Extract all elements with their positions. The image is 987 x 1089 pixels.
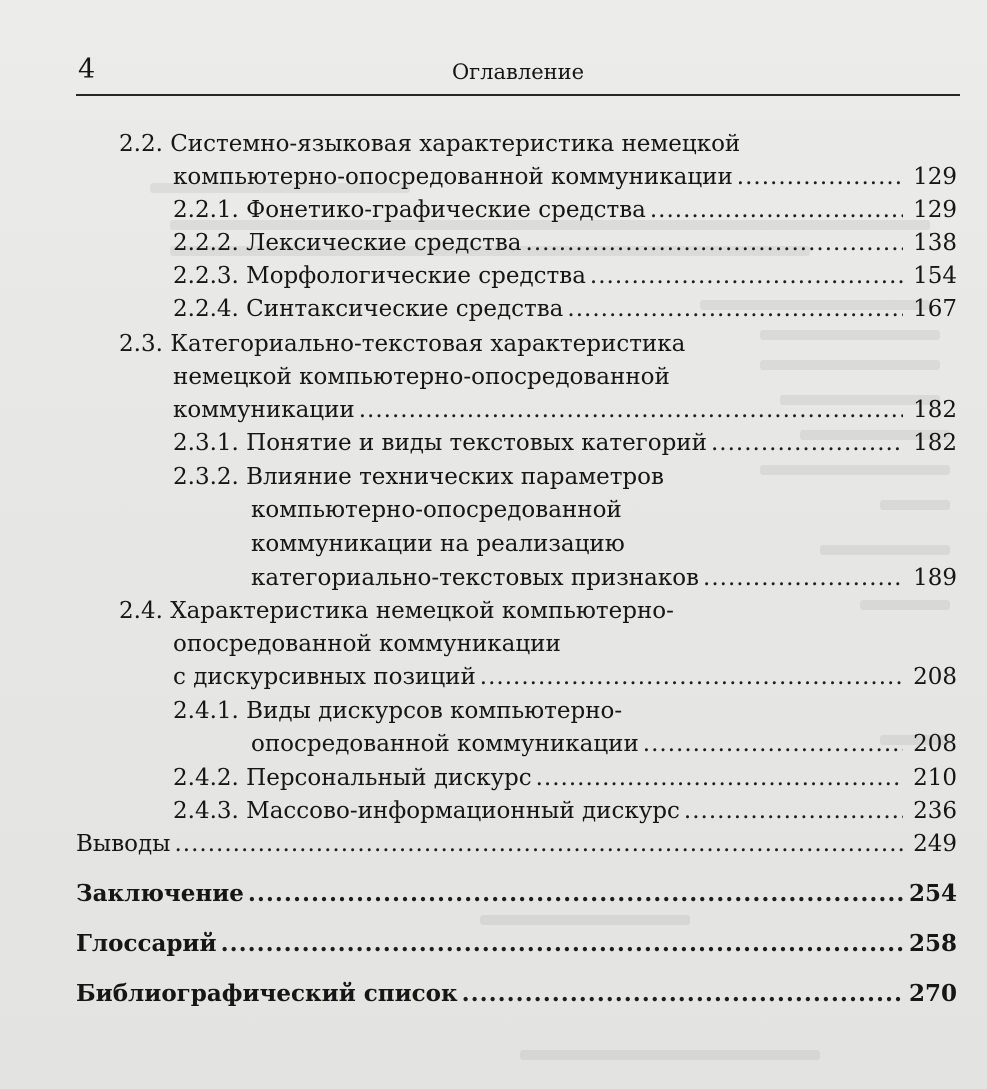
page-header <box>76 52 960 96</box>
toc-page-number: 249 <box>913 831 957 857</box>
running-title: Оглавление <box>451 60 585 84</box>
dot-leader <box>462 978 903 1010</box>
dot-leader <box>359 394 903 426</box>
dot-leader <box>567 293 903 325</box>
toc-entry-2-4-line-3[interactable] <box>173 661 957 693</box>
toc-page-number: 129 <box>913 164 957 190</box>
toc-entry-glossary[interactable] <box>76 928 957 960</box>
toc-entry-2-2-line-2[interactable] <box>173 161 957 193</box>
toc-entry-2-4-line-2[interactable] <box>173 628 561 660</box>
dot-leader <box>703 562 903 594</box>
toc-entry-2-2-line-1[interactable] <box>119 128 740 160</box>
toc-entry-2-2-2[interactable] <box>173 227 957 259</box>
toc-entry-text: 2.4.1. Виды дискурсов компьютерно- <box>173 698 623 724</box>
dot-leader <box>536 762 903 794</box>
toc-entry-text: немецкой компьютерно-опосредованной <box>173 364 670 390</box>
toc-page-number: 189 <box>913 565 957 591</box>
dot-leader <box>684 795 903 827</box>
toc-entry-text: 2.4. Характеристика немецкой компьютерно- <box>119 598 674 624</box>
toc-entry-2-4-2[interactable] <box>173 762 957 794</box>
toc-entry-text: 2.2.1. Фонетико-графические средства <box>173 197 646 223</box>
dot-leader <box>737 161 903 193</box>
dot-leader <box>248 878 903 910</box>
toc-entry-conclusion[interactable] <box>76 878 957 910</box>
toc-entry-text: 2.2.4. Синтаксические средства <box>173 296 564 322</box>
toc-entry-2-3-2-line-3[interactable] <box>251 528 625 560</box>
toc-entry-text: коммуникации на реализацию <box>251 531 625 557</box>
toc-entry-2-3-line-1[interactable] <box>119 328 685 360</box>
toc-entry-text: 2.3.2. Влияние технических параметров <box>173 464 664 490</box>
toc-entry-text: опосредованной коммуникации <box>251 731 639 757</box>
toc-entry-conclusions-chapter[interactable] <box>76 828 957 860</box>
toc-entry-text: 2.2.2. Лексические средства <box>173 230 522 256</box>
toc-entry-2-3-line-2[interactable] <box>173 361 670 393</box>
toc-entry-text: 2.4.3. Массово-информационный дискурс <box>173 798 680 824</box>
dot-leader <box>590 260 903 292</box>
toc-entry-text: 2.2. Системно-языковая характеристика немецкой <box>119 131 741 157</box>
toc-entry-2-3-2-line-2[interactable] <box>251 494 622 526</box>
toc-page-number: 270 <box>908 980 957 1007</box>
toc-page-number: 254 <box>908 880 957 907</box>
toc-entry-2-4-3[interactable] <box>173 795 957 827</box>
toc-entry-2-2-4[interactable] <box>173 293 957 325</box>
page-number: 4 <box>78 54 96 85</box>
dot-leader <box>221 928 903 960</box>
toc-entry-text: Выводы <box>76 831 171 857</box>
toc-entry-text: с дискурсивных позиций <box>173 664 476 690</box>
toc-entry-2-3-1[interactable] <box>173 427 957 459</box>
toc-entry-text: Библиографический список <box>76 980 458 1007</box>
toc-entry-text: Глоссарий <box>76 930 217 957</box>
toc-entry-2-3-2-line-1[interactable] <box>173 461 664 493</box>
toc-page-number: 129 <box>913 197 957 223</box>
toc-page-number: 182 <box>913 397 957 423</box>
dot-leader <box>480 661 903 693</box>
toc-entry-text: Заключение <box>76 880 244 907</box>
toc-entry-2-3-line-3[interactable] <box>173 394 957 426</box>
toc-entry-text: компьютерно-опосредованной <box>251 497 622 523</box>
toc-entry-2-4-1-line-2[interactable] <box>251 728 957 760</box>
toc-entry-text: 2.2.3. Морфологические средства <box>173 263 586 289</box>
toc-entry-text: компьютерно-опосредованной коммуникации <box>173 164 733 190</box>
toc-entry-text: коммуникации <box>173 397 355 423</box>
toc-entry-2-3-2-line-4[interactable] <box>251 562 957 594</box>
dot-leader <box>526 227 903 259</box>
toc-page-number: 210 <box>913 765 957 791</box>
toc-entry-text: 2.3. Категориально-текстовая характеристика <box>119 331 686 357</box>
toc-page-number: 182 <box>913 430 957 456</box>
toc-page-number: 208 <box>913 731 957 757</box>
toc-entry-2-4-1-line-1[interactable] <box>173 695 622 727</box>
dot-leader <box>643 728 903 760</box>
toc-entry-bibliography[interactable] <box>76 978 957 1010</box>
toc-entry-2-2-3[interactable] <box>173 260 957 292</box>
dot-leader <box>650 194 903 226</box>
toc-entry-text: опосредованной коммуникации <box>173 631 561 657</box>
dot-leader <box>174 828 903 860</box>
toc-page-number: 138 <box>913 230 957 256</box>
toc-page-number: 154 <box>913 263 957 289</box>
toc-page-number: 258 <box>908 930 957 957</box>
toc-entry-text: 2.3.1. Понятие и виды текстовых категорий <box>173 430 707 456</box>
toc-entry-text: 2.4.2. Персональный дискурс <box>173 765 532 791</box>
toc-page-number: 236 <box>913 798 957 824</box>
toc-page-number: 208 <box>913 664 957 690</box>
toc-entry-2-4-line-1[interactable] <box>119 595 674 627</box>
toc-page-number: 167 <box>913 296 957 322</box>
dot-leader <box>711 427 903 459</box>
toc-entry-text: категориально-текстовых признаков <box>251 565 700 591</box>
toc-entry-2-2-1[interactable] <box>173 194 957 226</box>
